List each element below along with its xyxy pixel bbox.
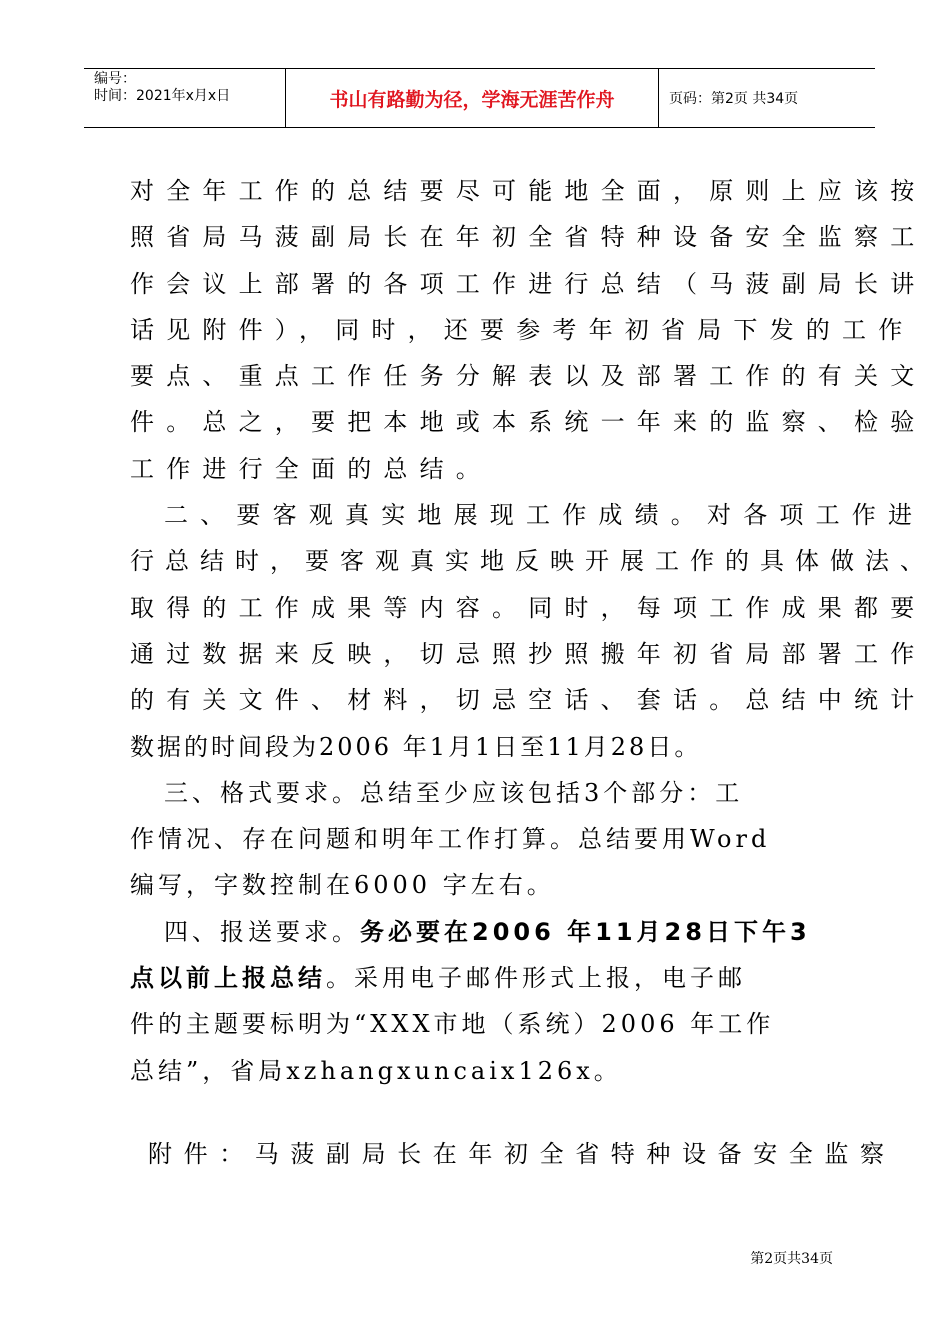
body-line-section-3: 三、格式要求。总结至少应该包括3个部分：工	[164, 778, 744, 807]
header-motto: 书山有路勤为径，学海无涯苦作舟	[286, 69, 659, 127]
body-line	[130, 955, 830, 1001]
body-line: 工作进行全面的总结。	[130, 454, 492, 483]
deadline-emphasis-end: 点以前上报总结	[130, 964, 326, 993]
body-line: 要点、重点工作任务分解表以及部署工作的有关文	[130, 362, 927, 391]
deadline-emphasis: 务必要在2006 年11月28日下午3	[360, 917, 811, 946]
section-4-heading: 四、报送要求。	[164, 917, 360, 946]
body-line: 通过数据来反映，切忌照抄照搬年初省局部署工作	[130, 639, 927, 668]
attachment-line: 附件：马菠副局长在年初全省特种设备安全监察	[148, 1139, 896, 1168]
body-line: 编写，字数控制在6000 字左右。	[130, 871, 555, 900]
body-line: 的有关文件、材料，切忌空话、套话。总结中统计	[130, 686, 927, 715]
body-line: 照省局马菠副局长在年初全省特种设备安全监察工	[130, 223, 927, 252]
body-line: 数据的时间段为2006 年1月1日至11月28日。	[130, 732, 702, 761]
body-line: 件。总之，要把本地或本系统一年来的监察、检验	[130, 408, 927, 437]
body-text: 。采用电子邮件形式上报，电子邮	[326, 964, 746, 993]
body-line-section-4	[130, 909, 830, 955]
body-line: 作会议上部署的各项工作进行总结（马菠副局长讲	[130, 269, 927, 298]
body-line: 话见附件），同时，还要参考年初省局下发的工作	[130, 315, 915, 344]
page-footer-number: 第2页共34页	[750, 1251, 833, 1267]
document-date: 时间：2021年x月x日	[94, 88, 231, 104]
page-header	[84, 68, 875, 128]
header-page-number: 页码：第2页 共34页	[669, 91, 799, 107]
document-number: 编号：	[94, 71, 136, 87]
body-line: 行总结时，要客观真实地反映开展工作的具体做法、	[130, 547, 935, 576]
header-meta	[84, 69, 286, 127]
body-line: 取得的工作成果等内容。同时，每项工作成果都要	[130, 593, 927, 622]
body-line: 件的主题要标明为“XXX市地（系统）2006 年工作	[130, 1010, 775, 1039]
body-line: 作情况、存在问题和明年工作打算。总结要用Word	[130, 825, 771, 854]
body-line: 总结”，省局xzhangxuncaix126x。	[130, 1056, 622, 1085]
document-body	[130, 168, 935, 1177]
body-line-section-2: 二、要客观真实地展现工作成绩。对各项工作进	[164, 501, 925, 530]
body-line: 对全年工作的总结要尽可能地全面，原则上应该按	[130, 177, 927, 205]
